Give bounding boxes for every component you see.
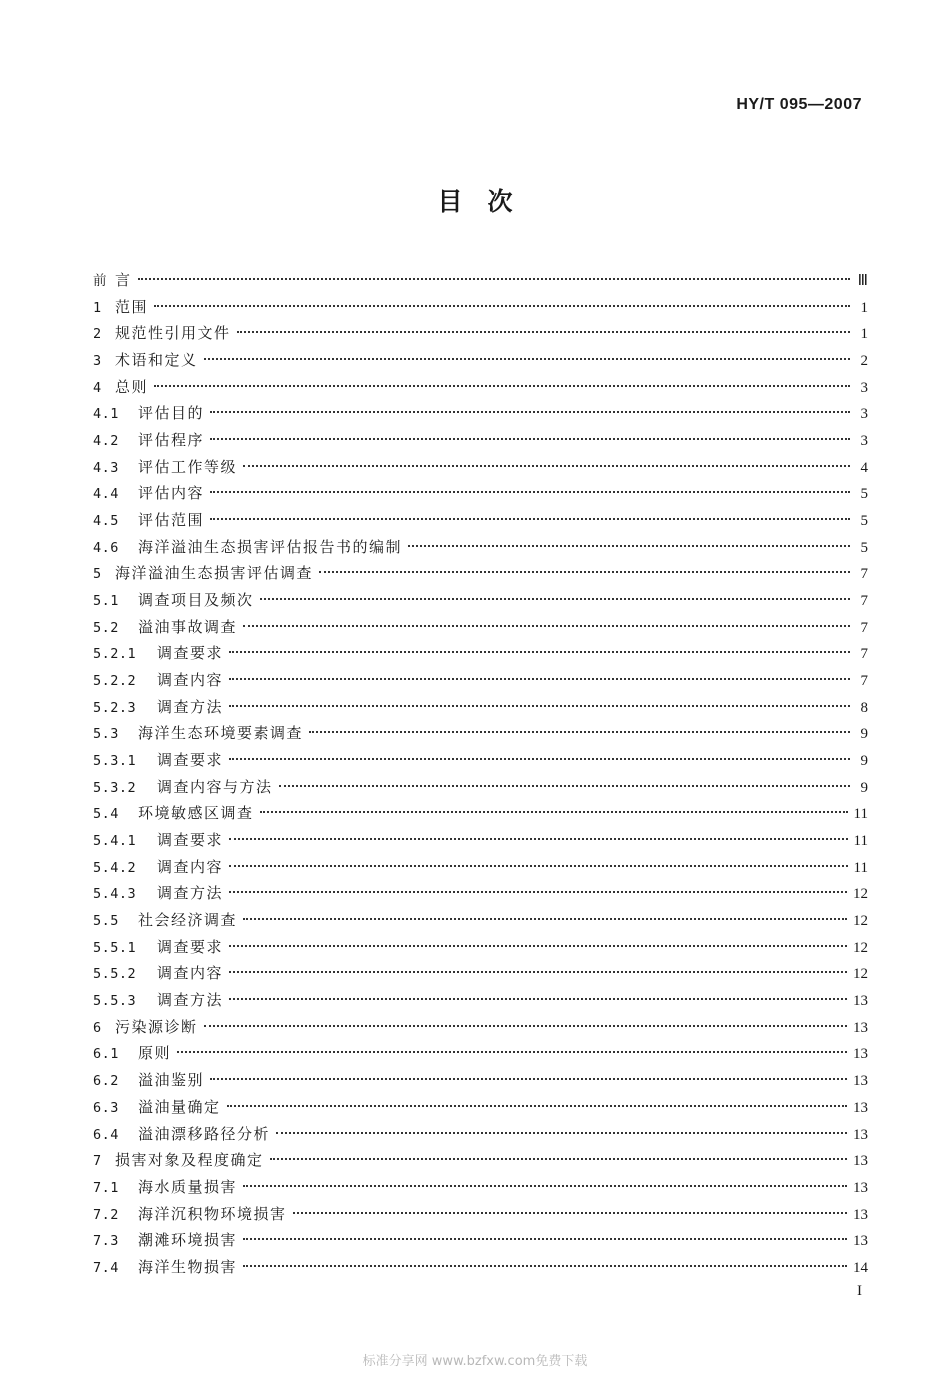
toc-entry-title: 评估范围 xyxy=(138,511,205,530)
toc-entry-number: 7.1 xyxy=(93,1179,119,1196)
toc-entry[interactable] xyxy=(93,1121,868,1148)
toc-entry-title: 总则 xyxy=(115,377,149,396)
toc-entry[interactable] xyxy=(93,560,868,587)
toc-entry-title: 调查方法 xyxy=(157,991,224,1010)
toc-leader-dots xyxy=(319,571,850,573)
toc-leader-dots xyxy=(243,1238,847,1240)
toc-entry-page: 3 xyxy=(860,433,868,450)
toc-leader-dots xyxy=(408,545,850,547)
toc-entry-title: 污染源诊断 xyxy=(115,1017,198,1036)
toc-entry-number: 7.3 xyxy=(93,1233,119,1250)
toc-entry[interactable] xyxy=(93,320,868,347)
table-of-contents xyxy=(93,267,868,1281)
toc-leader-dots xyxy=(154,305,850,307)
toc-entry-number: 5.5.2 xyxy=(93,966,137,983)
toc-entry[interactable] xyxy=(93,1094,868,1121)
toc-entry-title: 规范性引用文件 xyxy=(115,324,231,343)
toc-entry-page: 11 xyxy=(853,859,868,876)
toc-leader-dots xyxy=(237,331,850,333)
toc-entry[interactable] xyxy=(93,480,868,507)
toc-entry[interactable] xyxy=(93,400,868,427)
toc-entry-title: 范围 xyxy=(115,297,149,316)
toc-entry-page: 8 xyxy=(860,699,868,716)
toc-entry-number: 7.2 xyxy=(93,1206,119,1223)
toc-leader-dots xyxy=(229,705,850,707)
toc-entry-number: 5.1 xyxy=(93,593,119,610)
toc-entry-page: 13 xyxy=(853,1153,868,1170)
toc-entry[interactable] xyxy=(93,827,868,854)
toc-entry[interactable] xyxy=(93,720,868,747)
toc-entry-page: 5 xyxy=(860,513,868,530)
toc-leader-dots xyxy=(210,1078,847,1080)
toc-entry-number: 4.1 xyxy=(93,406,119,423)
toc-entry-title: 溢油事故调查 xyxy=(138,617,238,636)
toc-leader-dots xyxy=(279,785,850,787)
toc-entry-page: 7 xyxy=(860,673,868,690)
page-folio: I xyxy=(857,1283,862,1299)
toc-entry-title: 海水质量损害 xyxy=(138,1177,238,1196)
toc-entry-page: 7 xyxy=(860,646,868,663)
toc-leader-dots xyxy=(229,651,850,653)
toc-entry[interactable] xyxy=(93,907,868,934)
toc-entry[interactable] xyxy=(93,1067,868,1094)
toc-entry-title: 调查要求 xyxy=(157,751,224,770)
toc-entry-title: 海洋生态环境要素调查 xyxy=(138,724,304,743)
toc-entry[interactable] xyxy=(93,1227,868,1254)
toc-leader-dots xyxy=(243,1265,847,1267)
toc-entry-title: 调查项目及频次 xyxy=(138,591,254,610)
toc-entry-number: 5 xyxy=(93,566,102,583)
toc-entry-number: 5.2 xyxy=(93,619,119,636)
toc-entry-number: 7.4 xyxy=(93,1259,119,1276)
toc-entry[interactable] xyxy=(93,960,868,987)
toc-leader-dots xyxy=(270,1158,847,1160)
toc-entry-title: 社会经济调查 xyxy=(138,911,238,930)
toc-entry[interactable] xyxy=(93,667,868,694)
toc-leader-dots xyxy=(293,1212,847,1214)
toc-entry-page: 12 xyxy=(853,886,868,903)
toc-leader-dots xyxy=(229,998,847,1000)
toc-entry-number: 5.4.1 xyxy=(93,833,137,850)
toc-entry-title: 海洋溢油生态损害评估调查 xyxy=(115,564,314,583)
toc-entry-title: 调查内容 xyxy=(157,671,224,690)
toc-entry-page: 1 xyxy=(860,326,868,343)
toc-entry-number: 3 xyxy=(93,353,102,370)
toc-entry-title: 言 xyxy=(115,271,132,289)
toc-leader-dots xyxy=(210,491,850,493)
toc-entry-title: 溢油量确定 xyxy=(138,1097,221,1116)
toc-entry-title: 海洋沉积物环境损害 xyxy=(138,1204,287,1223)
toc-entry[interactable] xyxy=(93,800,868,827)
toc-entry-title: 原则 xyxy=(138,1044,172,1063)
toc-entry[interactable] xyxy=(93,534,868,561)
toc-entry-number: 4 xyxy=(93,379,102,396)
toc-entry-page: 1 xyxy=(860,299,868,316)
toc-entry-page: 9 xyxy=(860,779,868,796)
toc-entry[interactable] xyxy=(93,640,868,667)
toc-entry-page: 13 xyxy=(853,1073,868,1090)
toc-entry-number: 4.3 xyxy=(93,459,119,476)
toc-entry[interactable] xyxy=(93,1254,868,1281)
standard-number: HY/T 095—2007 xyxy=(736,96,862,113)
toc-entry-number: 5.5.1 xyxy=(93,939,137,956)
watermark: 标准分享网 www.bzfxw.com免费下载 xyxy=(362,1354,588,1369)
toc-entry-page: 2 xyxy=(860,353,868,370)
toc-entry-number: 5.2.3 xyxy=(93,699,137,716)
toc-entry-number: 前 xyxy=(93,273,107,289)
toc-entry-title: 调查要求 xyxy=(157,937,224,956)
toc-entry-title: 评估目的 xyxy=(138,404,205,423)
toc-entry[interactable] xyxy=(93,747,868,774)
toc-entry-page: Ⅲ xyxy=(857,273,868,289)
toc-entry-page: 11 xyxy=(853,833,868,850)
toc-leader-dots xyxy=(227,1105,847,1107)
toc-leader-dots xyxy=(229,971,847,973)
toc-entry-number: 5.5 xyxy=(93,913,119,930)
toc-entry[interactable] xyxy=(93,347,868,374)
toc-entry-number: 5.5.3 xyxy=(93,993,137,1010)
toc-entry[interactable] xyxy=(93,694,868,721)
toc-entry-page: 12 xyxy=(853,966,868,983)
toc-entry-number: 4.4 xyxy=(93,486,119,503)
toc-entry-title: 调查方法 xyxy=(157,884,224,903)
toc-entry-page: 12 xyxy=(853,939,868,956)
toc-entry[interactable] xyxy=(93,1201,868,1228)
toc-entry-title: 调查内容与方法 xyxy=(157,777,273,796)
toc-leader-dots xyxy=(229,838,848,840)
toc-entry-title: 海洋溢油生态损害评估报告书的编制 xyxy=(138,537,403,556)
toc-entry-title: 调查方法 xyxy=(157,697,224,716)
toc-entry-number: 6.2 xyxy=(93,1073,119,1090)
toc-entry-page: 5 xyxy=(860,539,868,556)
toc-entry-title: 溢油鉴别 xyxy=(138,1071,205,1090)
toc-entry-number: 5.4.2 xyxy=(93,859,137,876)
toc-leader-dots xyxy=(138,278,850,280)
toc-entry[interactable] xyxy=(93,854,868,881)
toc-entry-title: 评估程序 xyxy=(138,431,205,450)
toc-entry-number: 4.5 xyxy=(93,513,119,530)
toc-entry-number: 5.3.1 xyxy=(93,753,137,770)
toc-entry-title: 调查内容 xyxy=(157,964,224,983)
toc-entry-title: 溢油漂移路径分析 xyxy=(138,1124,271,1143)
toc-entry-page: 13 xyxy=(853,993,868,1010)
toc-leader-dots xyxy=(260,811,848,813)
toc-leader-dots xyxy=(204,358,850,360)
toc-entry[interactable] xyxy=(93,1014,868,1041)
toc-entry-page: 12 xyxy=(853,913,868,930)
toc-leader-dots xyxy=(210,518,850,520)
toc-entry-title: 评估内容 xyxy=(138,484,205,503)
toc-leader-dots xyxy=(276,1132,847,1134)
toc-entry-number: 5.2.1 xyxy=(93,646,137,663)
toc-leader-dots xyxy=(210,438,850,440)
toc-leader-dots xyxy=(309,731,850,733)
toc-entry[interactable] xyxy=(93,1040,868,1067)
toc-entry[interactable] xyxy=(93,614,868,641)
toc-entry[interactable] xyxy=(93,294,868,321)
toc-entry-page: 13 xyxy=(853,1206,868,1223)
toc-entry-page: 3 xyxy=(860,406,868,423)
page-title: 目 次 xyxy=(437,187,513,216)
toc-entry-page: 14 xyxy=(853,1259,868,1276)
toc-entry-number: 2 xyxy=(93,326,102,343)
toc-entry-page: 7 xyxy=(860,593,868,610)
toc-entry-page: 9 xyxy=(860,726,868,743)
toc-entry-number: 6.4 xyxy=(93,1126,119,1143)
toc-entry-title: 海洋生物损害 xyxy=(138,1257,238,1276)
toc-leader-dots xyxy=(229,865,848,867)
toc-leader-dots xyxy=(229,758,850,760)
toc-entry-number: 5.2.2 xyxy=(93,673,137,690)
toc-entry[interactable] xyxy=(93,507,868,534)
toc-entry[interactable] xyxy=(93,880,868,907)
toc-entry[interactable] xyxy=(93,934,868,961)
toc-entry-page: 5 xyxy=(860,486,868,503)
toc-leader-dots xyxy=(229,945,847,947)
toc-entry-title: 调查要求 xyxy=(157,831,224,850)
toc-leader-dots xyxy=(210,411,850,413)
toc-entry-title: 环境敏感区调查 xyxy=(138,804,254,823)
toc-entry-page: 13 xyxy=(853,1046,868,1063)
toc-entry-title: 术语和定义 xyxy=(115,351,198,370)
toc-leader-dots xyxy=(177,1051,847,1053)
toc-entry-number: 5.3.2 xyxy=(93,779,137,796)
toc-leader-dots xyxy=(243,465,850,467)
toc-entry-page: 13 xyxy=(853,1233,868,1250)
toc-entry-number: 6 xyxy=(93,1019,102,1036)
toc-leader-dots xyxy=(229,891,847,893)
toc-entry[interactable] xyxy=(93,774,868,801)
toc-leader-dots xyxy=(229,678,850,680)
toc-entry-title: 调查内容 xyxy=(157,857,224,876)
toc-entry-number: 1 xyxy=(93,299,102,316)
toc-entry-page: 4 xyxy=(860,459,868,476)
toc-entry-number: 6.3 xyxy=(93,1099,119,1116)
toc-entry-page: 3 xyxy=(860,379,868,396)
toc-entry-title: 调查要求 xyxy=(157,644,224,663)
toc-entry-title: 潮滩环境损害 xyxy=(138,1231,238,1250)
toc-leader-dots xyxy=(204,1025,847,1027)
toc-entry-page: 9 xyxy=(860,753,868,770)
toc-leader-dots xyxy=(243,625,850,627)
toc-entry[interactable] xyxy=(93,427,868,454)
toc-entry-page: 13 xyxy=(853,1099,868,1116)
toc-entry-number: 5.4 xyxy=(93,806,119,823)
toc-entry-number: 4.2 xyxy=(93,433,119,450)
toc-entry-page: 7 xyxy=(860,619,868,636)
toc-entry-page: 13 xyxy=(853,1126,868,1143)
toc-entry-page: 13 xyxy=(853,1019,868,1036)
toc-entry[interactable] xyxy=(93,987,868,1014)
toc-entry[interactable] xyxy=(93,1174,868,1201)
toc-leader-dots xyxy=(243,918,847,920)
toc-entry-page: 7 xyxy=(860,566,868,583)
toc-entry[interactable] xyxy=(93,374,868,401)
toc-entry-number: 4.6 xyxy=(93,539,119,556)
toc-entry[interactable] xyxy=(93,454,868,481)
toc-entry-number: 7 xyxy=(93,1153,102,1170)
toc-entry[interactable] xyxy=(93,587,868,614)
toc-entry-number: 5.4.3 xyxy=(93,886,137,903)
toc-entry-page: 11 xyxy=(853,806,868,823)
toc-entry[interactable] xyxy=(93,267,868,294)
toc-leader-dots xyxy=(260,598,850,600)
toc-entry-page: 13 xyxy=(853,1179,868,1196)
toc-leader-dots xyxy=(154,385,850,387)
toc-entry-title: 评估工作等级 xyxy=(138,457,238,476)
toc-entry-number: 5.3 xyxy=(93,726,119,743)
toc-entry-number: 6.1 xyxy=(93,1046,119,1063)
toc-entry-title: 损害对象及程度确定 xyxy=(115,1151,264,1170)
toc-entry[interactable] xyxy=(93,1147,868,1174)
toc-leader-dots xyxy=(243,1185,847,1187)
